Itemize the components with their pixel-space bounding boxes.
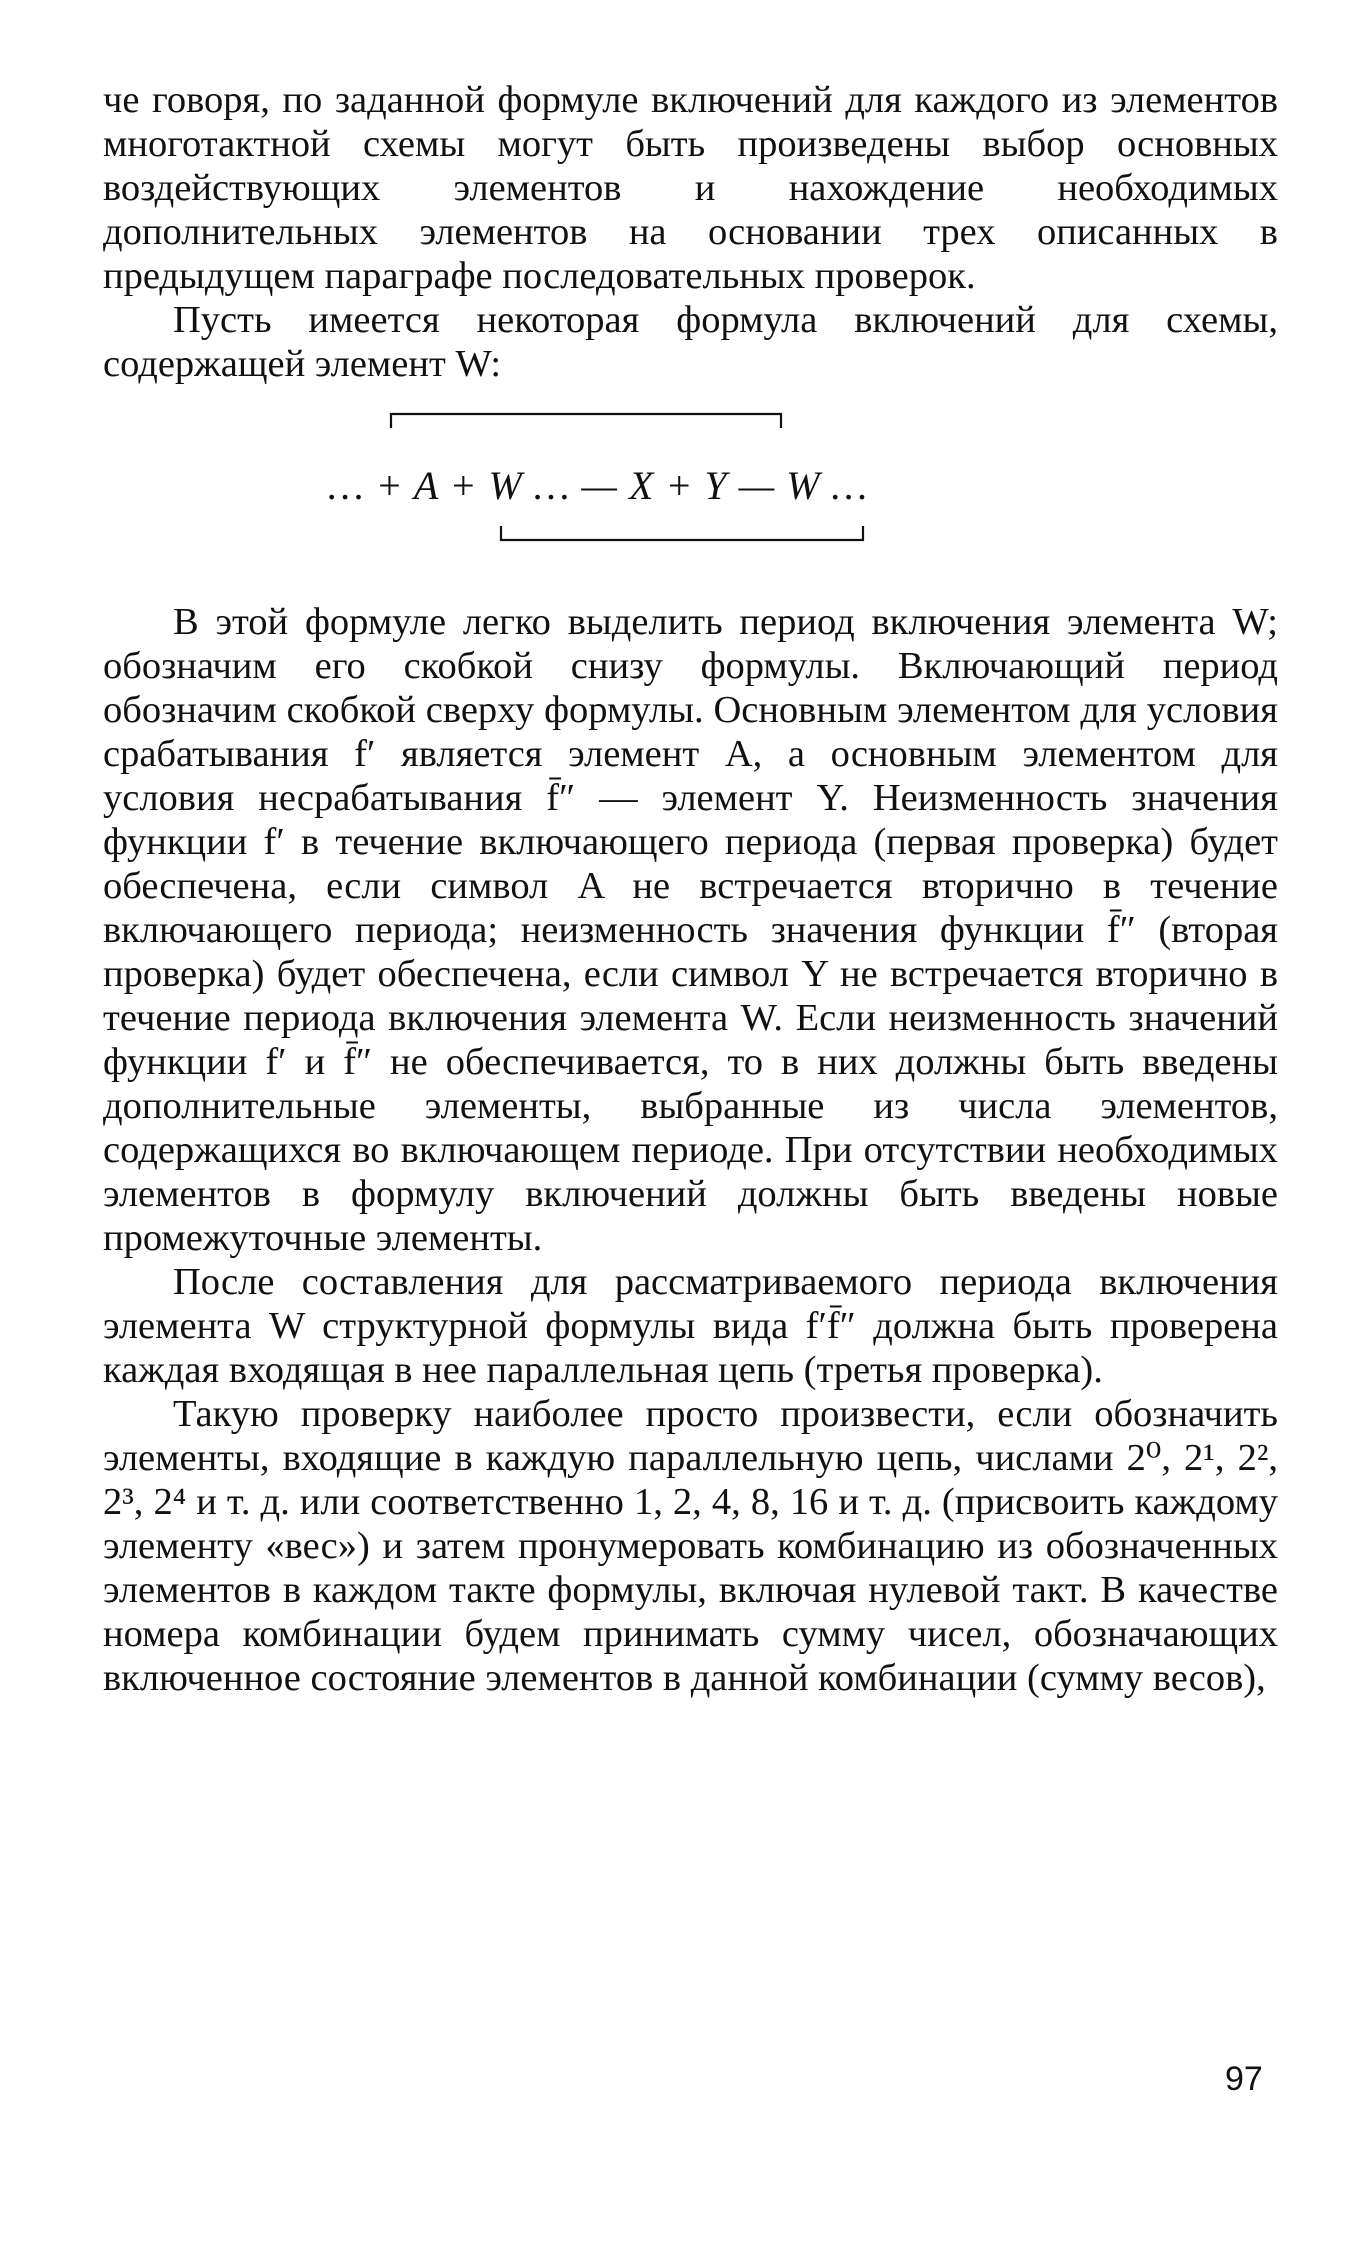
paragraph-5: Такую проверку наиболее просто произвести, если обозначить элементы, входящие в каждую параллельную цепь, числами 2⁰, 2¹, 2², 2³, 2⁴ и т. д. или соответственно 1, 2, 4, 8, 16 и т. д. (присвоить каждому элементу «вес») и затем пронумеровать комбинацию из обозначенных элементов в каждом такте формулы, включая нулевой такт. В качестве номера комбинации будем принимать сумму чисел, обозначающих включенное состояние элементов в данной комбинации (сумму весов), xyxy=(103,1393,1278,1699)
paragraph-3: В этой формуле легко выделить период включения элемента W; обозначим его скобкой снизу формулы. Включающий период обозначим скобкой сверху формулы. Основным элементом для условия срабатывания f′ является элемент A, а основным элементом для условия несрабатывания f̄″ — элемент Y. Неизменность значения функции f′ в течение включающего периода (первая проверка) будет обеспечена, если символ A не встречается вторично в течение включающего периода; неизменность значения функции f̄″ (вторая проверка) будет обеспечена, если символ Y не встречается вторично в течение периода включения элемента W. Если неизменность значений функции f′ и f̄″ не обеспечивается, то в них должны быть введены дополнительные элементы, выбранные из числа элементов, содержащихся во включающем периоде. При отсутствии необходимых элементов в формулу включений должны быть введены новые промежуточные элементы. xyxy=(103,601,1278,1259)
paragraph-1: че говоря, по заданной формуле включений для каждого из элементов многотактной схемы могут быть произведены выбор основных воздействующих элементов и нахождение необходимых дополнительных элементов на основании трех описанных в предыдущем параграфе последовательных проверок. xyxy=(103,79,1278,297)
page-body xyxy=(103,78,1278,1700)
paragraph-2: Пусть имеется некоторая формула включений для схемы, содержащей элемент W: xyxy=(103,299,1278,385)
top-bracket xyxy=(391,414,781,428)
bottom-bracket xyxy=(501,526,863,540)
switching-formula: … + A + W … — X + Y — W … xyxy=(328,463,869,508)
page-number: 97 xyxy=(1225,2060,1263,2098)
paragraph-4: После составления для рассматриваемого периода включения элемента W структурной формулы вида f′f̄″ должна быть проверена каждая входящая в нее параллельная цепь (третья проверка). xyxy=(103,1261,1278,1391)
formula-block xyxy=(103,400,1278,588)
